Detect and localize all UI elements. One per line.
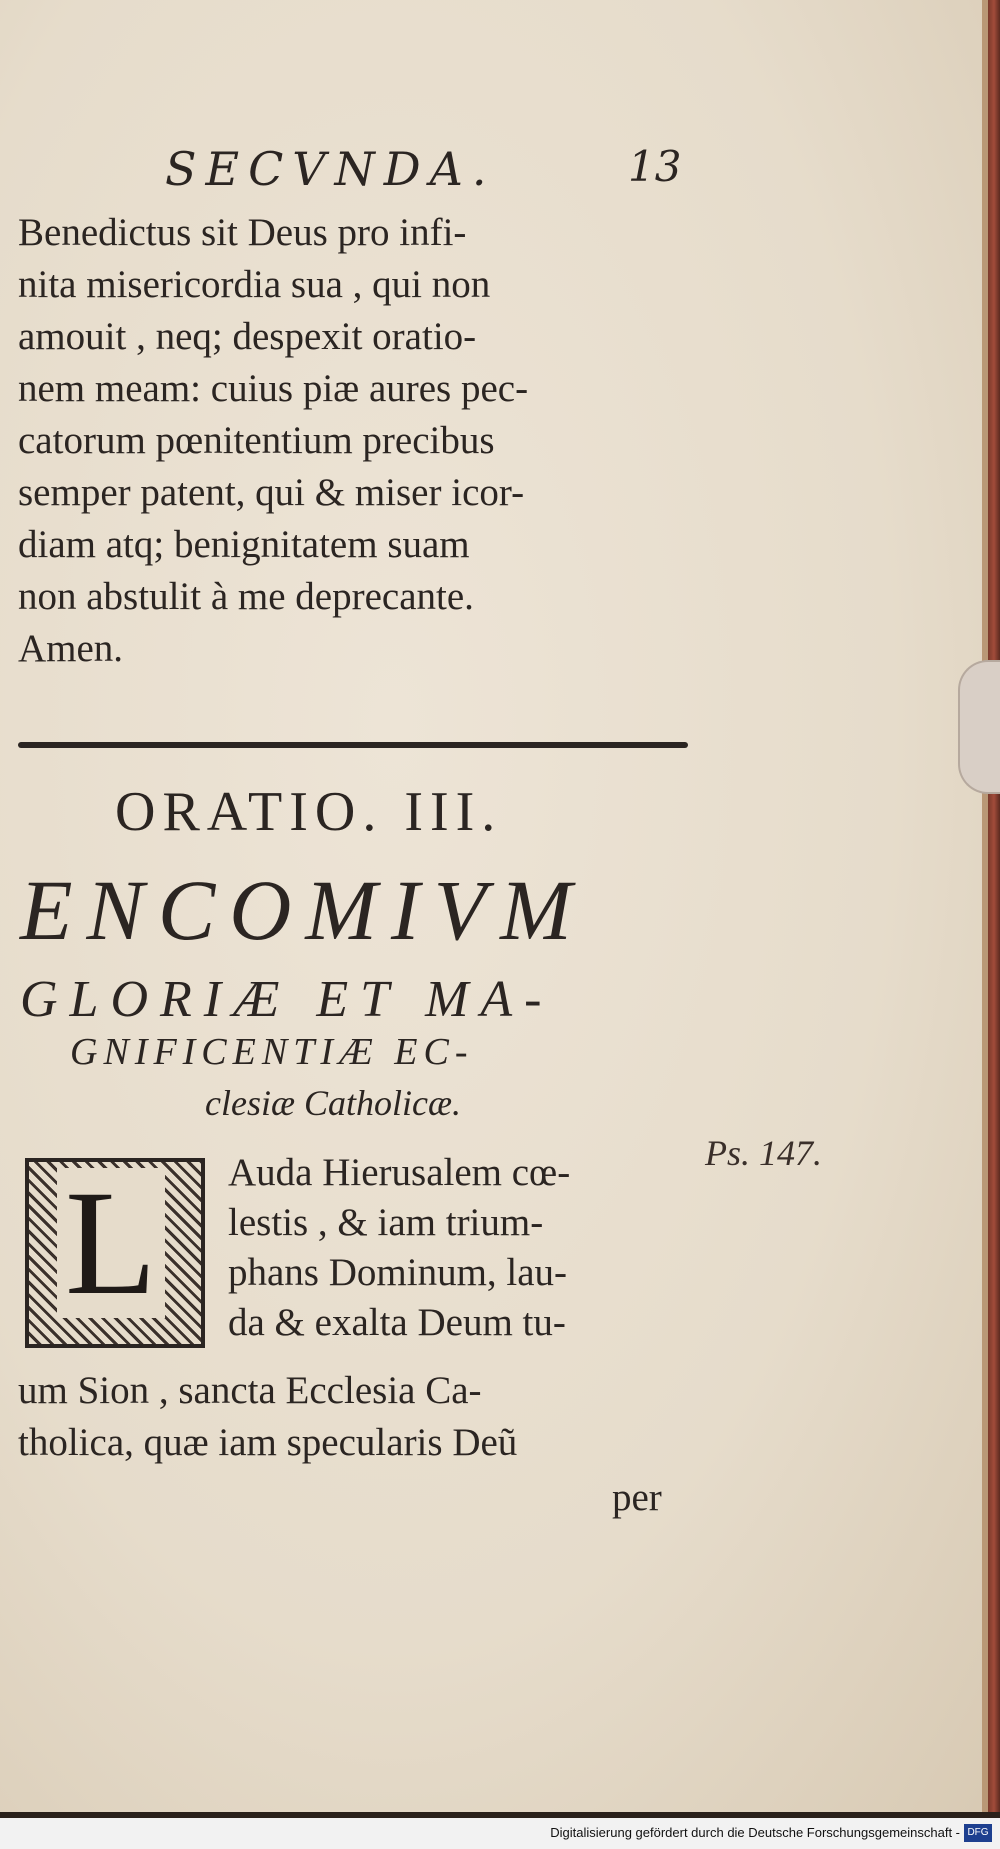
text-line: da & exalta Deum tu- (228, 1301, 566, 1344)
text-line: nem meam: cuius piæ aures pec- (18, 367, 529, 410)
text-line: phans Dominum, lau- (228, 1251, 568, 1294)
margin-note: Ps. 147. (705, 1133, 822, 1173)
heading-line-3: GNIFICENTIÆ EC- (70, 1031, 474, 1073)
footer-bar (0, 1818, 1000, 1849)
text-line: tholica, quæ iam specularis Deũ (18, 1421, 518, 1464)
decorated-initial (25, 1158, 205, 1348)
text-line: um Sion , sancta Ecclesia Ca- (18, 1369, 482, 1412)
page-edge (988, 0, 1000, 1812)
section-title: ORATIO. III. (115, 781, 503, 843)
catchword: per (612, 1476, 662, 1519)
section-rule (18, 742, 688, 748)
text-line: Amen. (18, 627, 124, 670)
initial-letter: L (57, 1168, 165, 1318)
text-line: nita misericordia sua , qui non (18, 263, 491, 306)
dfg-logo: DFG (964, 1824, 992, 1842)
bookmark-tab (958, 660, 1000, 794)
text-line: non abstulit à me deprecante. (18, 575, 474, 618)
footer-credit: Digitalisierung gefördert durch die Deutsche Forschungsgemeinschaft - (550, 1825, 960, 1840)
text-line: Auda Hierusalem cœ- (228, 1151, 571, 1194)
text-line: amouit , neq; despexit oratio- (18, 315, 477, 358)
text-line: Benedictus sit Deus pro infi- (18, 211, 467, 254)
heading-line-4: clesiæ Catholicæ. (205, 1083, 461, 1123)
page-number: 13 (628, 142, 682, 191)
text-line: semper patent, qui & miser icor- (18, 471, 525, 514)
running-head: SECVNDA. (165, 142, 496, 196)
text-line: lestis , & iam trium- (228, 1201, 544, 1244)
heading-line-1: ENCOMIVM (20, 862, 586, 958)
text-line: catorum pœnitentium precibus (18, 419, 495, 462)
text-line: diam atq; benignitatem suam (18, 523, 470, 566)
heading-line-2: GLORIÆ ET MA- (20, 971, 554, 1028)
